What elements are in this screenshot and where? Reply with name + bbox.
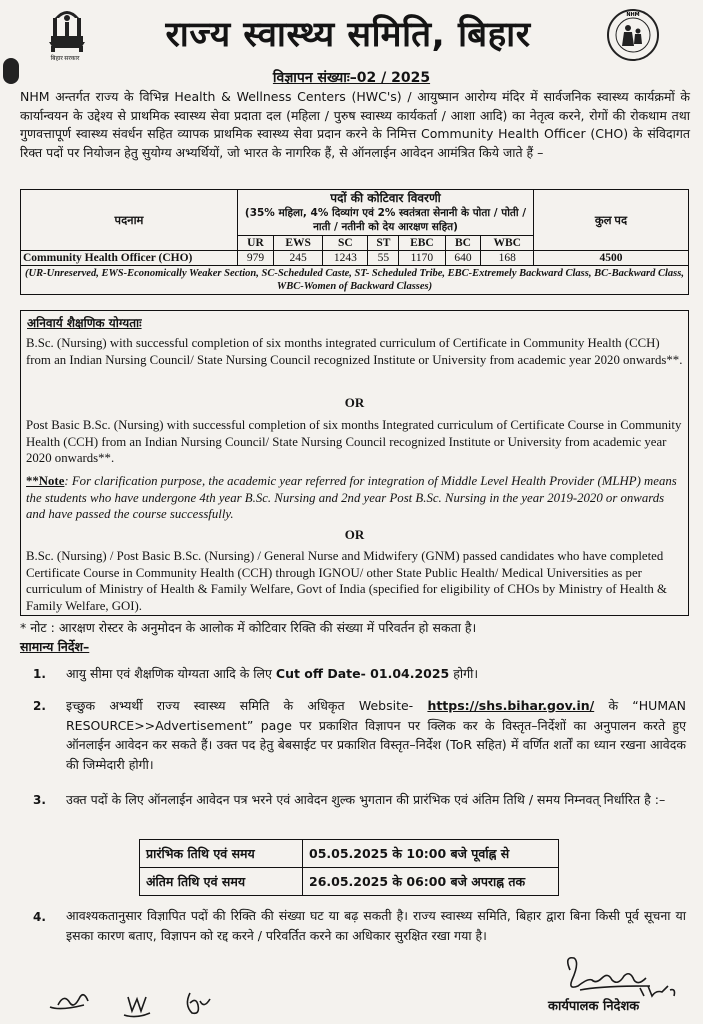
category-sc: SC [323,236,368,251]
or-separator-1: OR [344,395,365,410]
svg-text:NHM: NHM [626,12,640,18]
note-text: : For clarification purpose, the academic year referred for integration of Middle Level Health Provider (MLHP) means the students who have undergone 4th year B.Sc. Nursing and 2nd year Post B.Sc. Nursing in the year 2019-2020 or onwards and have passed the course successfully. [26,474,677,521]
start-date-label: प्रारंभिक तिथि एवं समय [140,840,303,868]
post-header-cell [21,190,238,251]
roster-note: * नोट : आरक्षण रोस्टर के अनुमोदन के आलोक में कोटिवार रिक्ति की संख्या में परिवर्तन हो सकता है। [20,620,477,635]
table-row [140,840,559,868]
value-ebc: 1170 [399,251,445,266]
value-ews: 245 [273,251,322,266]
distribution-subtitle: (35% महिला, 4% दिव्यांग एवं 2% स्वतंत्रता सेनानी के पोता / पोती / नाती / नतीनी को देय आरक्षण सहित) [244,207,527,233]
initials-scribbles [40,975,240,1020]
category-ur: UR [238,236,274,251]
instruction-item-3: उक्त पदों के लिए ऑनलाईन आवेदन पत्र भरने एवं आवेदन शुल्क भुगतान की प्रारंभिक एवं अंतिम तिथि / समय निम्नवत् निर्धारित है :– [66,792,666,807]
signature-label: कार्यपालक निदेशक [548,999,640,1014]
category-ews: EWS [273,236,322,251]
website-link[interactable]: https://shs.bihar.gov.in/ [427,698,595,713]
or-separator-2: OR [344,527,365,542]
value-total: 4500 [534,251,689,266]
posts-table [20,189,689,295]
instruction-item-4: आवश्यकतानुसार विज्ञापित पदों की रिक्ति की संख्या घट या बढ़ सकती है। राज्य स्वास्थ्य समिति, बिहार द्वारा बिना किसी पूर्व सूचना या इसका कारण बताए, विज्ञापन को रद्द करने / परिवर्तित करने का अधिकार सुरक्षित रखा गया है। [66,908,686,943]
distribution-header-cell [238,190,534,236]
dates-table [139,839,559,896]
item-1-text-after: होगी। [449,666,479,681]
qualification-title: अनिवार्य शैक्षणिक योग्यताः [27,316,142,330]
instruction-item-1 [66,664,686,684]
nhm-logo-icon [606,8,660,62]
instruction-item-2 [66,696,686,774]
value-st: 55 [368,251,399,266]
post-header: पदनाम [114,214,144,227]
value-wbc: 168 [481,251,534,266]
distribution-title: पदों की कोटिवार विवरणी [330,191,441,205]
end-date-label: अंतिम तिथि एवं समय [140,868,303,896]
start-date-value: 05.05.2025 के 10:00 बजे पूर्वाह्न से [303,840,559,868]
category-bc: BC [445,236,481,251]
qualification-box [20,310,689,616]
item-number-1: 1. [33,667,46,681]
advertisement-number-text: विज्ञापन संख्याः–02 / 2025 [272,70,431,86]
note-label: **Note [26,474,65,488]
end-date-value: 26.05.2025 के 06:00 बजे अपराह्न तक [303,868,559,896]
header [40,6,690,66]
table-row [140,868,559,896]
value-sc: 1243 [323,251,368,266]
category-wbc: WBC [481,236,534,251]
value-bc: 640 [445,251,481,266]
item-1-text: आयु सीमा एवं शैक्षणिक योग्यता आदि के लिए [66,666,276,681]
abbreviations: (UR-Unreserved, EWS-Economically Weaker Section, SC-Scheduled Caste, ST- Scheduled Tribe, EBC-Extremely Backward Class, BC-Backward Class, WBC-Women of Backward Classes) [21,266,689,295]
value-ur: 979 [238,251,274,266]
category-ebc: EBC [399,236,445,251]
qualification-note [26,473,683,523]
page-title: राज्य स्वास्थ्य समिति, बिहार [165,15,531,55]
item-number-4: 4. [33,910,46,924]
item-2-text: इच्छुक अभ्यर्थी राज्य स्वास्थ्य समिति के अधिकृत Website- [66,698,428,713]
table-row [21,251,689,266]
general-instructions-title: सामान्य निर्देश– [20,639,90,654]
advertisement-number [0,68,703,87]
item-number-2: 2. [33,699,46,713]
qualification-option-2: Post Basic B.Sc. (Nursing) with successful completion of six months Integrated curriculum of Certificate Course in Community Health (CCH) from an Indian Nursing Council/ State Nursing Council recognized Institute or University from academic year 2020 onwards**. [26,418,682,465]
post-name: Community Health Officer (CHO) [21,251,238,266]
total-header-cell [534,190,689,251]
qualification-option-1: B.Sc. (Nursing) with successful completion of six months integrated curriculum of Certificate in Community Health (CCH) from an Indian Nursing Council/ State Nursing Council recognized Institute or University from academic year 2020 onwards**. [26,336,683,367]
item-number-3: 3. [33,793,46,807]
category-st: ST [368,236,399,251]
item-1-bold: Cut off Date- 01.04.2025 [275,666,450,681]
total-header: कुल पद [594,214,628,227]
intro-paragraph: NHM अन्तर्गत राज्य के विभिन्न Health & Wellness Centers (HWC's) / आयुष्मान आरोग्य मंदिर में सार्वजनिक स्वास्थ्य कार्यक्रमों के कार्यान्वयन के उद्देश्य से प्राथमिक स्वास्थ्य सेवा प्रदाता दल (महिला / पुरुष स्वास्थ्य कार्यकर्ता / आशा आदि) का नेतृत्व करने, रोगों की रोकथाम तथा गुणवत्तापूर्ण स्वास्थ्य संवर्धन सहित व्यापक प्राथमिक स्वास्थ्य सेवा प्रदान करने के निमित्त Community Health Officer (CHO) के संविदागत रिक्त पदों पर नियोजन हेतु सुयोग्य अभ्यर्थियों, जो भारत के नागरिक हैं, से ऑनलाईन आवेदन आमंत्रित किये जाते हैं – [20,89,690,160]
qualification-option-3: B.Sc. (Nursing) / Post Basic B.Sc. (Nursing) / General Nurse and Midwifery (GNM) passed candidates who have completed Certificate Course in Community Health (CCH) through IGNOU/ other State Public Health/ Medical Universities as per curriculum of Ministry of Health & Family Welfare, Govt of India (specified for eligibility of CHOs by Ministry of Health & Family Welfare, GOI). [26,549,667,613]
emblem-caption: बिहार सरकार [50,56,80,62]
item-2-text-after: के “HUMAN RESOURCE>>Advertisement” page पर प्रकाशित विज्ञापन पर क्लिक कर के विस्तृत–निर्देशों का अनुपालन करते हुए ऑनलाईन आवेदन कर सकते हैं। उक्त पद हेतु बेबसाईट पर प्रकाशित विस्तृत–निर्देश (ToR सहित) में वर्णित शर्तों का ध्यान रखना आवेदक की जिम्मेदारी होगी। [66,698,687,772]
